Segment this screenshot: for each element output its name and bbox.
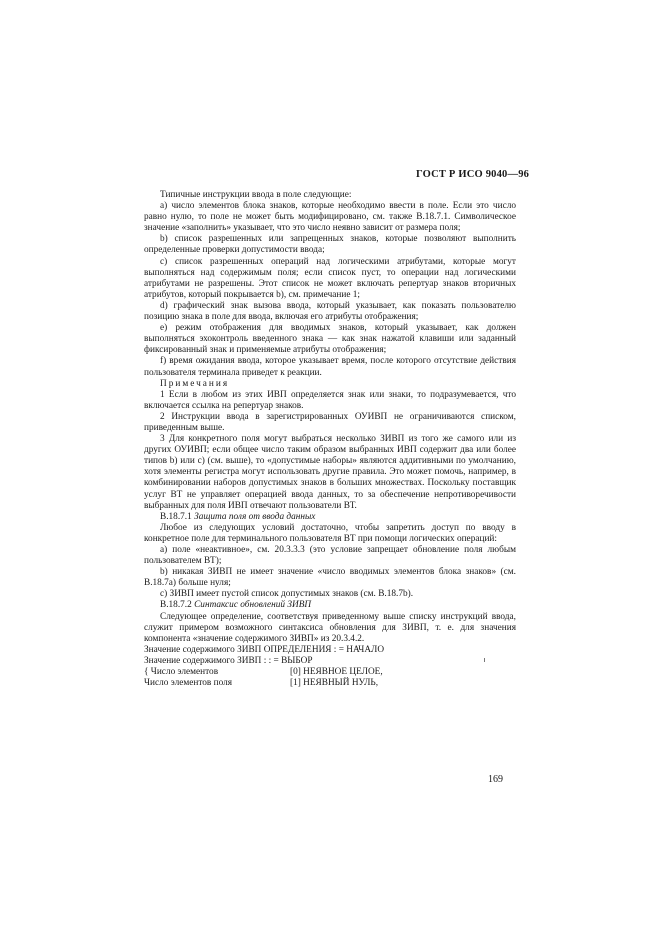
- page-body: [144, 190, 516, 689]
- paragraph: c) список разрешенных операций над логическими атрибутами, которые могут выполняться над содержимым поля; если список пуст, то операции над логическими атрибутами не разрешены. Этот список не может включать репертуар знаков вторичных атрибутов, который покрывается b), см. примечание 1;: [144, 256, 516, 300]
- note-item: 2 Инструкции ввода в зарегистрированных ОУИВП не ограничиваются списком, приведенным выше.: [144, 411, 516, 433]
- section-title: Защита поля от ввода данных: [194, 511, 316, 522]
- list-item: c) ЗИВП имеет пустой список допустимых знаков (см. В.18.7b).: [160, 589, 414, 600]
- code-lhs: { Число элементов: [144, 667, 219, 678]
- paragraph: Любое из следующих условий достаточно, чтобы запретить доступ по вводу в конкретное поле для терминального пользователя ВТ при помощи логических операций:: [144, 522, 516, 544]
- syntax-line: Значение содержимого ЗИВП ОПРЕДЕЛЕНИЯ : = НАЧАЛО: [144, 644, 385, 655]
- list-item: b) никакая ЗИВП не имеет значение «число вводимых элементов блока знаков» (см. В.18.7a) больше нуля;: [144, 567, 516, 589]
- code-lhs: Число элементов поля: [144, 678, 233, 689]
- paragraph: f) время ожидания ввода, которое указывает время, после которого отсутствие действия пользователя терминала приведет к реакции.: [144, 356, 516, 378]
- code-rhs: [1] НЕЯВНЫЙ НУЛЬ,: [290, 678, 379, 689]
- code-rhs: [0] НЕЯВНОЕ ЦЕЛОЕ,: [290, 667, 383, 678]
- notes-title: Примечания: [160, 378, 230, 389]
- paragraph: d) графический знак вызова ввода, который указывает, как показать пользователю позицию знака в поле для ввода, включая его атрибуты отображения;: [144, 300, 516, 323]
- paragraph: Следующее определение, соответствуя приведенному выше списку инструкций ввода, служит примером возможного синтаксиса обновления для ЗИВП, т. е. для значения компонента «значение содержимого ЗИВП» из 20.3.4.2.: [144, 611, 516, 644]
- section-number: В.18.7.1: [160, 511, 192, 522]
- syntax-line: Значение содержимого ЗИВП : : = ВЫБОР: [144, 655, 313, 666]
- list-item: a) поле «неактивное», см. 20.3.3.3 (это условие запрещает обновление поля любым пользователем ВТ);: [144, 545, 516, 567]
- section-number: В.18.7.2: [160, 600, 192, 611]
- page-number: 169: [488, 774, 503, 785]
- section-heading-18-7-1: [144, 512, 516, 523]
- document-header: ГОСТ Р ИСО 9040—96: [416, 169, 530, 180]
- paragraph: a) число элементов блока знаков, которые необходимо ввести в поле. Если это число равно нулю, то поле не может быть модифицировано, см. также В.18.7.1. Символическое значение «заполнить» указывает, что это число неявно зависит от размера поля;: [144, 201, 516, 234]
- scan-mark: [484, 658, 485, 662]
- note-item: 3 Для конкретного поля могут выбраться несколько ЗИВП из того же самого или из других ОУИВП; если общее число таким образом выбранных ИВП содержит два или более типов b) или c) (см. выше), то «допустимые наборы» являются аддитивными по умолчанию, хотя элементы регистра могут использовать другие правила. Это может помочь, например, в комбинировании наборов допустимых знаков в больших множествах. Поскольку поставщик услуг ВТ не управляет операцией ввода данных, то за обеспечение непротиворечивости выбранных для поля ИВП отвечают пользователи ВТ.: [144, 434, 516, 511]
- note-item: 1 Если в любом из этих ИВП определяется знак или знаки, то подразумевается, что включается ссылка на репертуар знаков.: [144, 389, 516, 411]
- section-title: Синтаксис обновлений ЗИВП: [194, 600, 312, 611]
- code-row: [144, 678, 516, 689]
- paragraph: b) список разрешенных или запрещенных знаков, которые позволяют выполнить определенные проверки допустимости ввода;: [144, 234, 516, 256]
- code-row: [144, 667, 516, 678]
- paragraph: e) режим отображения для вводимых знаков, который указывает, как должен выполняться эхоконтроль введенного знака — как знак нажатой клавиши или заданный фиксированный знак и применяемые атрибуты отображения;: [144, 323, 516, 356]
- section-heading-18-7-2: [144, 600, 516, 611]
- paragraph: Типичные инструкции ввода в поле следующие:: [160, 190, 352, 200]
